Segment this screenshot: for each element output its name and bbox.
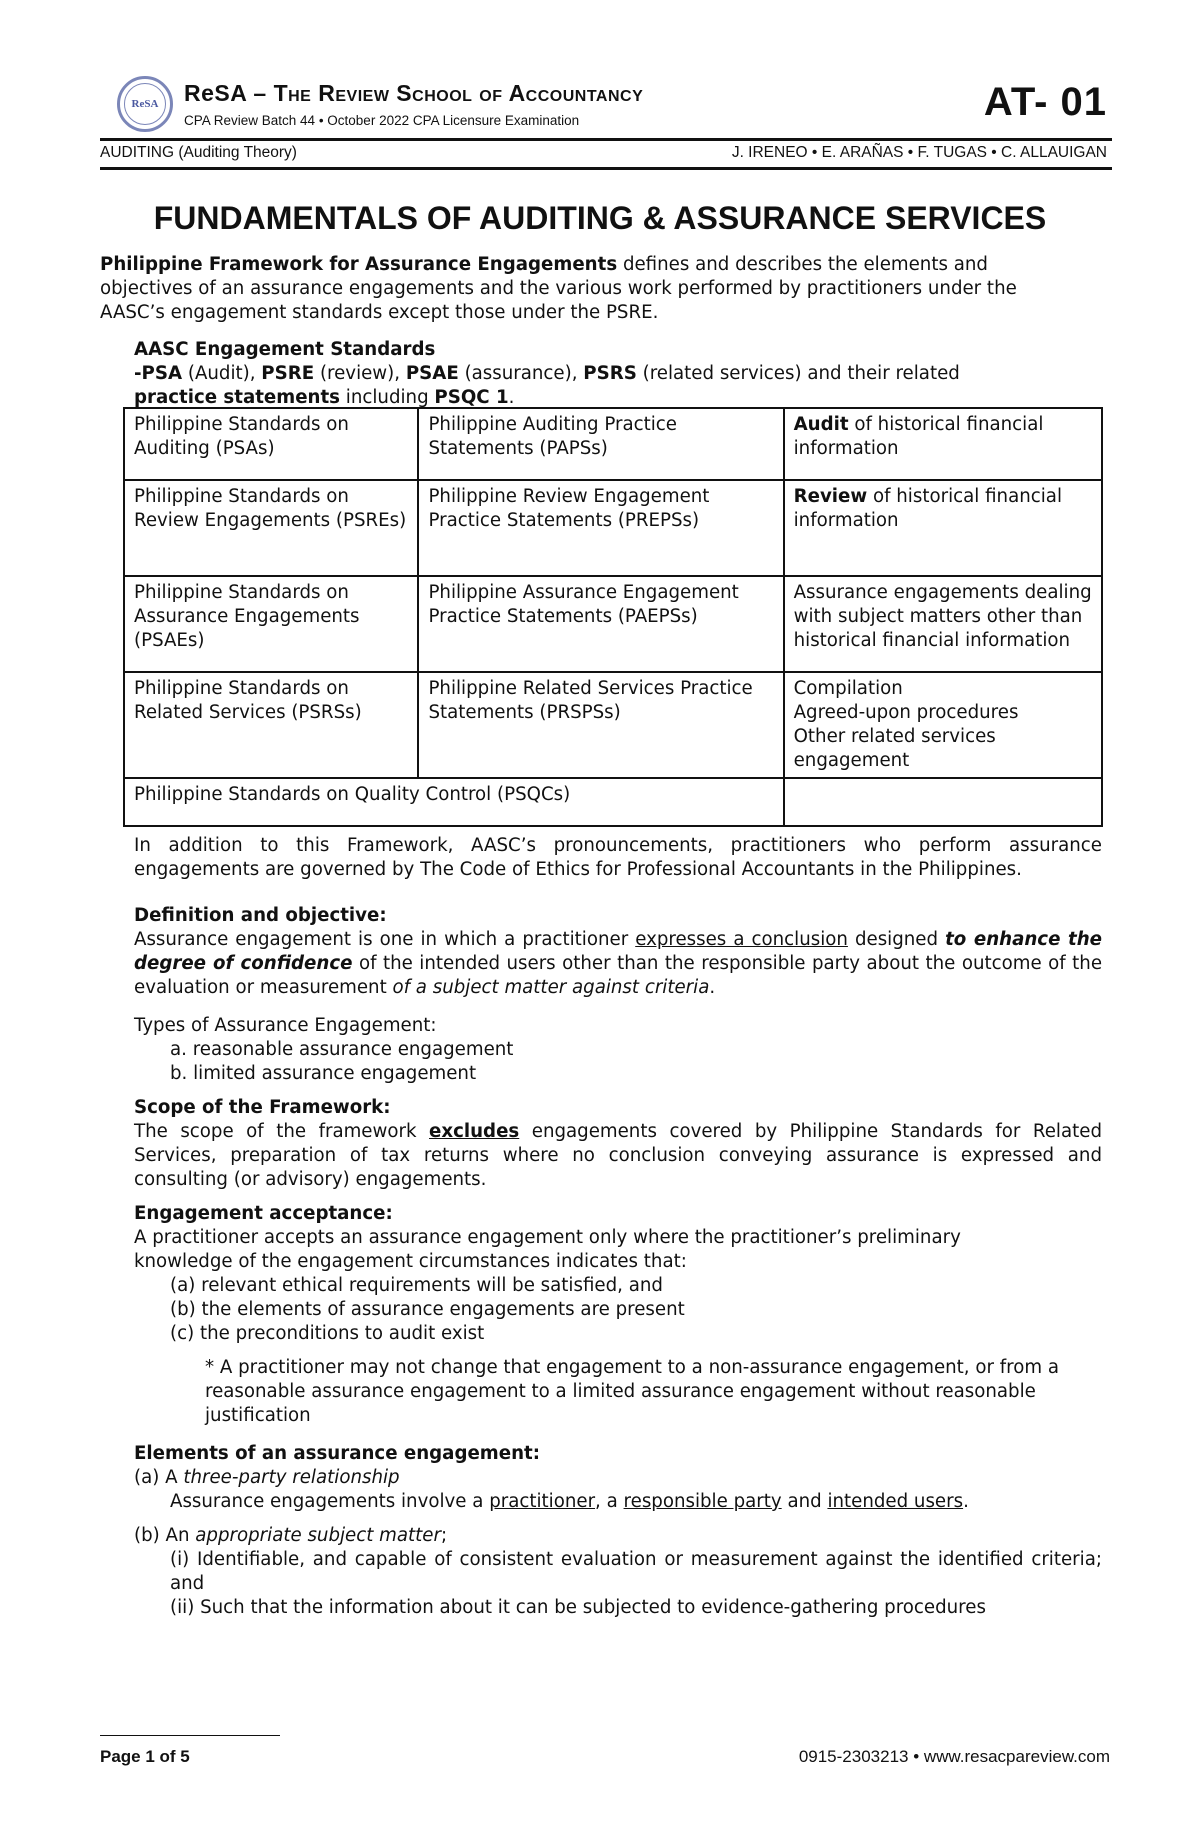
scope-section: Scope of the Framework: The scope of the framework excludes engagements covered by Philippine Standards for Related Services, preparation of tax returns where no conclusion conveying assurance is expressed and consulting (or advisory) engagements.	[134, 1097, 1102, 1190]
elements-heading: Elements of an assurance engagement:	[134, 1443, 541, 1464]
header-rule-top	[100, 138, 1112, 141]
list-item: (b) the elements of assurance engagements are present	[170, 1299, 685, 1320]
footer-rule	[100, 1735, 280, 1736]
intro-paragraph	[100, 253, 1100, 325]
table-row	[124, 778, 1102, 826]
element-a-detail: Assurance engagements involve a practitioner, a responsible party and intended users.	[170, 1491, 969, 1512]
table-cell: Philippine Standards on Assurance Engagements (PSAEs)	[124, 576, 418, 672]
table-cell: Compilation Agreed-upon procedures Other related services engagement	[784, 672, 1102, 778]
table-cell: Philippine Assurance Engagement Practice Statements (PAEPSs)	[418, 576, 783, 672]
intro-line1: defines and describes the elements and	[617, 254, 988, 275]
document-code: AT- 01	[983, 80, 1107, 124]
logo-text: ReSA	[124, 83, 166, 125]
scope-heading: Scope of the Framework:	[134, 1097, 391, 1118]
table-cell: Philippine Standards on Review Engagements (PSREs)	[124, 480, 418, 576]
resa-logo	[117, 76, 173, 132]
table-cell: Philippine Review Engagement Practice Statements (PREPSs)	[418, 480, 783, 576]
element-b-ii: (ii) Such that the information about it can be subjected to evidence-gathering procedures	[170, 1597, 986, 1618]
table-cell: Review of historical financial information	[784, 480, 1102, 576]
table-cell: Philippine Standards on Quality Control (PSQCs)	[124, 778, 784, 826]
table-cell	[784, 778, 1102, 826]
element-b-i: (i) Identifiable, and capable of consistent evaluation or measurement against the identified criteria; and	[170, 1549, 1102, 1594]
table-cell: Philippine Auditing Practice Statements (PAPSs)	[418, 408, 783, 480]
list-item: (a) relevant ethical requirements will be satisfied, and	[170, 1275, 663, 1296]
list-item: b. limited assurance engagement	[170, 1063, 477, 1084]
types-heading: Types of Assurance Engagement:	[134, 1015, 437, 1036]
standards-table	[123, 407, 1103, 827]
addition-paragraph: In addition to this Framework, AASC’s pronouncements, practitioners who perform assurance engagements are governed by The Code of Ethics for Professional Accountants in the Philippines.	[134, 835, 1102, 880]
element-a: (a) A three-party relationship	[134, 1467, 400, 1488]
page-number: Page 1 of 5	[100, 1747, 190, 1766]
definition-heading: Definition and objective:	[134, 905, 387, 926]
aasc-heading: AASC Engagement Standards	[134, 339, 436, 360]
acceptance-line2: knowledge of the engagement circumstances indicates that:	[134, 1251, 687, 1272]
school-short: ReSA	[184, 80, 247, 106]
batch-info: CPA Review Batch 44 • October 2022 CPA Licensure Examination	[184, 113, 580, 128]
intro-line3: AASC’s engagement standards except those under the PSRE.	[100, 302, 659, 323]
acceptance-line1: A practitioner accepts an assurance engagement only where the practitioner’s preliminary	[134, 1227, 961, 1248]
acceptance-heading: Engagement acceptance:	[134, 1203, 393, 1224]
aasc-section	[134, 338, 1114, 410]
table-row	[124, 480, 1102, 576]
school-name-line: ReSA – The Review School of Accountancy	[184, 80, 644, 106]
element-b: (b) An appropriate subject matter;	[134, 1525, 448, 1546]
table-row	[124, 408, 1102, 480]
table-row	[124, 576, 1102, 672]
aasc-line2: practice statements including PSQC 1.	[134, 387, 515, 408]
table-cell: Assurance engagements dealing with subject matters other than historical financial information	[784, 576, 1102, 672]
intro-bold: Philippine Framework for Assurance Engagements	[100, 254, 618, 275]
table-cell: Audit of historical financial information	[784, 408, 1102, 480]
contact-info: 0915-2303213 • www.resacpareview.com	[798, 1747, 1110, 1766]
aasc-line1: -PSA (Audit), PSRE (review), PSAE (assurance), PSRS (related services) and their related	[134, 363, 960, 384]
header-rule-bottom	[100, 167, 1112, 170]
table-cell: Philippine Related Services Practice Statements (PRSPSs)	[418, 672, 783, 778]
table-cell: Philippine Standards on Related Services (PSRSs)	[124, 672, 418, 778]
authors: J. IRENEO • E. ARAÑAS • F. TUGAS • C. ALLAUIGAN	[731, 144, 1107, 161]
school-name: The Review School of Accountancy	[273, 80, 644, 106]
acceptance-section	[134, 1202, 1102, 1428]
table-row	[124, 672, 1102, 778]
definition-section: Definition and objective: Assurance engagement is one in which a practitioner expresses a conclusion designed to enhance the degree of confidence of the intended users other than the responsible party about the outcome of the evaluation or measurement of a subject matter against criteria.	[134, 905, 1103, 998]
list-item: a. reasonable assurance engagement	[170, 1039, 514, 1060]
acceptance-note: * A practitioner may not change that engagement to a non-assurance engagement, or from a reasonable assurance engagement to a limited assurance engagement without reasonable justification	[205, 1357, 1059, 1426]
subject-label: AUDITING (Auditing Theory)	[100, 144, 297, 161]
intro-line2: objectives of an assurance engagements and the various work performed by practitioners under the	[100, 278, 1017, 299]
page-title: FUNDAMENTALS OF AUDITING & ASSURANCE SERVICES	[153, 200, 1047, 236]
types-section	[134, 1014, 1102, 1086]
list-item: (c) the preconditions to audit exist	[170, 1323, 485, 1344]
elements-section	[134, 1442, 1102, 1620]
table-cell: Philippine Standards on Auditing (PSAs)	[124, 408, 418, 480]
